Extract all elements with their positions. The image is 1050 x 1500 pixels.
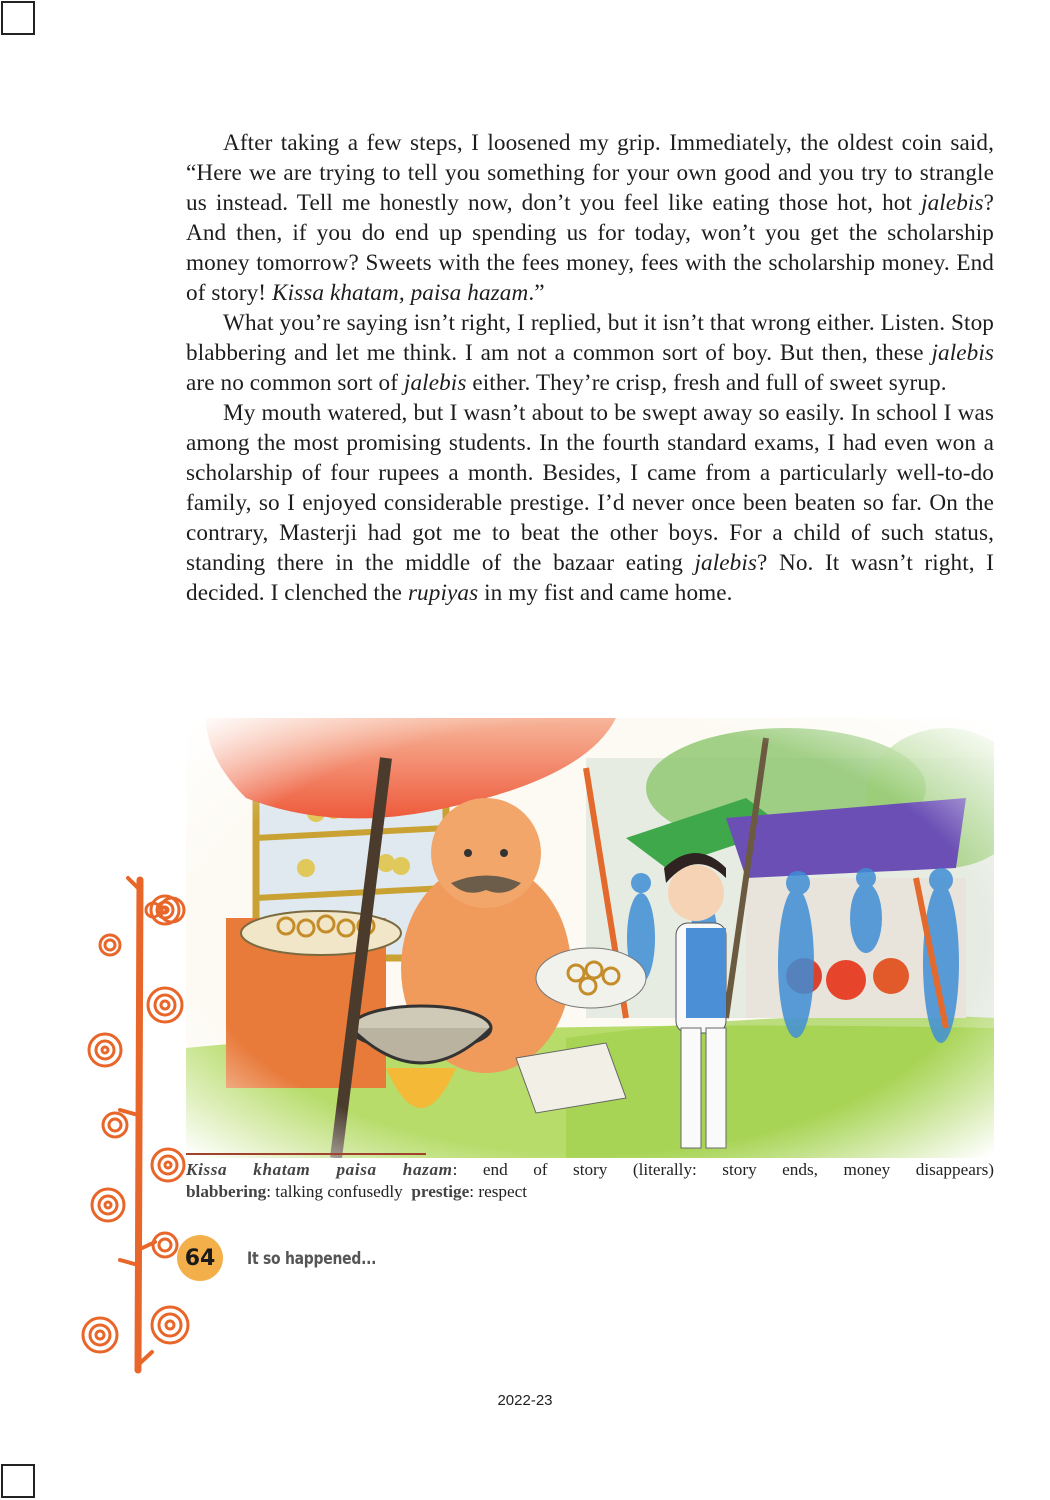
text-segment: ? No. It wasn’t right, I decided. I clenched the xyxy=(186,550,994,606)
paragraph-2 xyxy=(186,308,994,398)
text-segment: either. They’re crisp, fresh and full of sweet syrup. xyxy=(466,370,947,396)
jalebi-stall-illustration xyxy=(186,718,994,1158)
decorative-vine-icon xyxy=(80,870,200,1380)
italic-term: rupiyas xyxy=(407,580,479,606)
page-number-badge xyxy=(177,1235,223,1281)
italic-term: jalebis xyxy=(931,340,994,366)
italic-term: Kissa khatam, paisa hazam xyxy=(272,280,529,306)
glossary-entry xyxy=(186,1181,994,1203)
running-head: It so happened... xyxy=(247,1249,377,1269)
text-segment: After taking a few steps, I loosened my grip. Immediately, the oldest coin said, “Here we are trying to tell you something for your own good and you try to strangle us instead. Tell me honestly now, don’t you feel like eating those hot, hot xyxy=(186,130,994,216)
text-segment: What you’re saying isn’t right, I replied, but it isn’t that wrong either. Listen. Stop blabbering and let me think. I am not a common sort of boy. But then, these xyxy=(186,310,994,366)
paragraph-3 xyxy=(186,398,994,608)
text-segment: My mouth watered, but I wasn’t about to be swept away so easily. In school I was among the most promising students. In the fourth standard exams, I had even won a scholarship of four rupees a month. Besides, I came from a particularly well-to-do family, so I enjoyed considerable prestige. I’d never once been beaten so far. On the contrary, Masterji had got me to beat the other boys. For a child of such status, standing there in the middle of the bazaar eating xyxy=(186,400,994,576)
glossary-entry xyxy=(186,1159,994,1181)
text-segment: .” xyxy=(528,280,545,306)
glossary-divider xyxy=(186,1153,426,1155)
crop-mark-top-left xyxy=(1,1,35,35)
glossary-term: blabbering xyxy=(186,1182,267,1201)
edition-year: 2022-23 xyxy=(497,1392,553,1409)
italic-term: jalebis xyxy=(921,190,984,216)
crop-mark-bottom-left xyxy=(1,1464,35,1498)
glossary-term: Kissa khatam paisa hazam xyxy=(186,1160,453,1179)
glossary-definition: : end of story (literally: story ends, money disappears) xyxy=(452,1160,994,1179)
page-number: 64 xyxy=(184,1245,216,1271)
italic-term: jalebis xyxy=(694,550,758,576)
story-body xyxy=(186,128,994,608)
paragraph-1 xyxy=(186,128,994,308)
glossary xyxy=(186,1159,994,1203)
glossary-definition: : respect xyxy=(469,1182,528,1201)
text-segment: ? And then, if you do end up spending us for today, won’t you get the scholarship money tomorrow? Sweets with the fees money, fees with the scholarship money. End of story! xyxy=(186,190,994,306)
text-segment: are no common sort of xyxy=(186,370,404,396)
italic-term: jalebis xyxy=(403,370,467,396)
glossary-term: prestige xyxy=(411,1182,470,1201)
glossary-definition: : talking confusedly xyxy=(266,1182,403,1201)
text-segment: in my fist and came home. xyxy=(478,580,733,606)
